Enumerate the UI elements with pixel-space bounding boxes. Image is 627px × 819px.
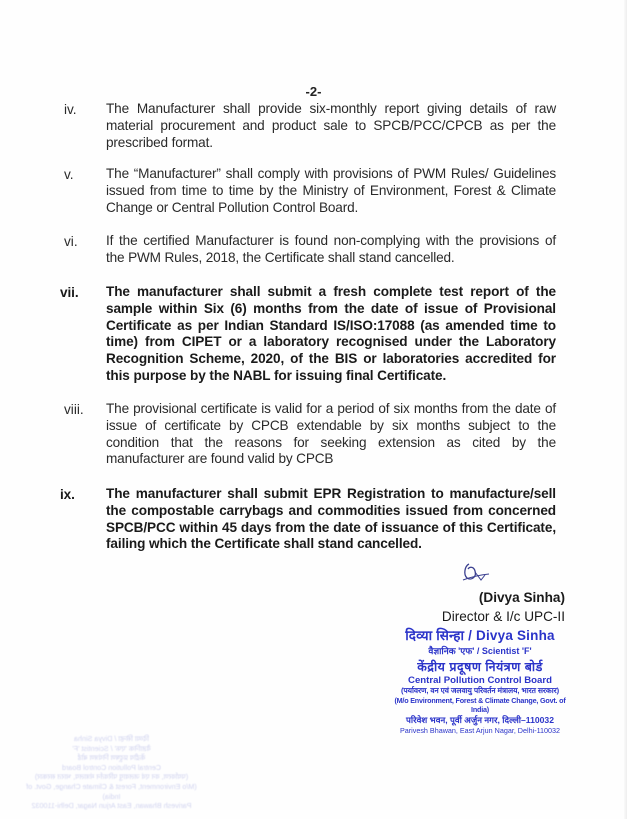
ghost-line: दिव्या सिन्हा / Divya Sinha <box>73 734 150 743</box>
stamp-designation: वैज्ञानिक 'एफ' / Scientist 'F' <box>428 646 532 656</box>
item-text: If the certified Manufacturer is found non-complying with the provisions of the PWM Rules, 2018, the Certificate shall stand cancelled. <box>106 233 556 265</box>
stamp-ministry-english: (M/o Environment, Forest & Climate Change, Govt. of India) <box>394 696 566 714</box>
stamp-name: दिव्या सिन्हा / Divya Sinha <box>405 628 555 643</box>
item-number: ix. <box>60 487 75 502</box>
item-number: vi. <box>64 234 78 249</box>
item-number: vii. <box>60 285 79 300</box>
signature-mark-icon <box>455 560 495 586</box>
stamp-ministry-hindi: (पर्यावरण, वन एवं जलवायु परिवर्तन मंत्रालय, भारत सरकार) <box>400 686 560 695</box>
item-text: The provisional certificate is valid for a period of six months from the date of issue of certificate by CPCB extendable by six months subject to the condition that the reasons for seeking extension as cited by the manufacturer are found valid by CPCB <box>106 401 556 467</box>
signatory-name: (Divya Sinha) <box>478 590 565 605</box>
signatory-title: Director & I/c UPC-II <box>441 609 565 624</box>
ghost-line: Parivesh Bhawan, East Arjun Nagar, Delhi-110032 <box>31 801 192 811</box>
stamp-address-hindi: परिवेश भवन, पूर्वी अर्जुन नगर, दिल्ली–110032 <box>406 715 554 725</box>
ghost-line: (पर्यावरण, वन एवं जलवायु परिवर्तन मंत्रालय, भारत सरकार) <box>34 772 189 782</box>
item-text: The Manufacturer shall provide six-monthly report giving details of raw material procurement and product sale to SPCB/PCC/CPCB as per the prescribed format. <box>106 101 556 150</box>
stamp-address-english: Parivesh Bhawan, East Arjun Nagar, Delhi-110032 <box>399 726 561 735</box>
ghost-line: Central Pollution Control Board <box>61 762 162 772</box>
item-number: iv. <box>64 102 77 117</box>
page-number: -2- <box>305 84 322 99</box>
item-text: The “Manufacturer” shall comply with provisions of PWM Rules/ Guidelines issued from time to time by the Ministry of Environment, Forest & Climate Change or Central Pollution Control Board. <box>106 166 556 215</box>
stamp-org-hindi: केंद्रीय प्रदूषण नियंत्रण बोर्ड <box>417 660 543 674</box>
item-text: The manufacturer shall submit EPR Registration to manufacture/sell the compostable carrybags and commodities issued from concerned SPCB/PCC within 45 days from the date of issuance of this Certificate, failing which the Certificate shall stand cancelled. <box>106 486 556 552</box>
stamp-org-english: Central Pollution Control Board <box>408 675 552 686</box>
show-through-stamp <box>24 734 199 814</box>
ghost-line: केंद्रीय प्रदूषण नियंत्रण बोर्ड <box>77 753 146 763</box>
official-stamp <box>390 626 570 735</box>
ghost-line: वैज्ञानिक 'एफ' / Scientist 'F' <box>72 743 151 753</box>
ghost-line: (M/o Environment, Forest & Climate Change, Govt. of India) <box>26 781 197 801</box>
item-text: The manufacturer shall submit a fresh complete test report of the sample within Six (6) months from the date of issue of Provisional Certificate as per Indian Standard IS/ISO:17088 (as amended time to time) from CIPET or a laboratory recognised under the Laboratory Recognition Scheme, 2020, of the BIS or laboratories accredited for this purpose by the NABL for issuing final Certificate. <box>106 284 556 383</box>
item-number: v. <box>64 167 74 182</box>
item-number: viii. <box>64 402 84 417</box>
